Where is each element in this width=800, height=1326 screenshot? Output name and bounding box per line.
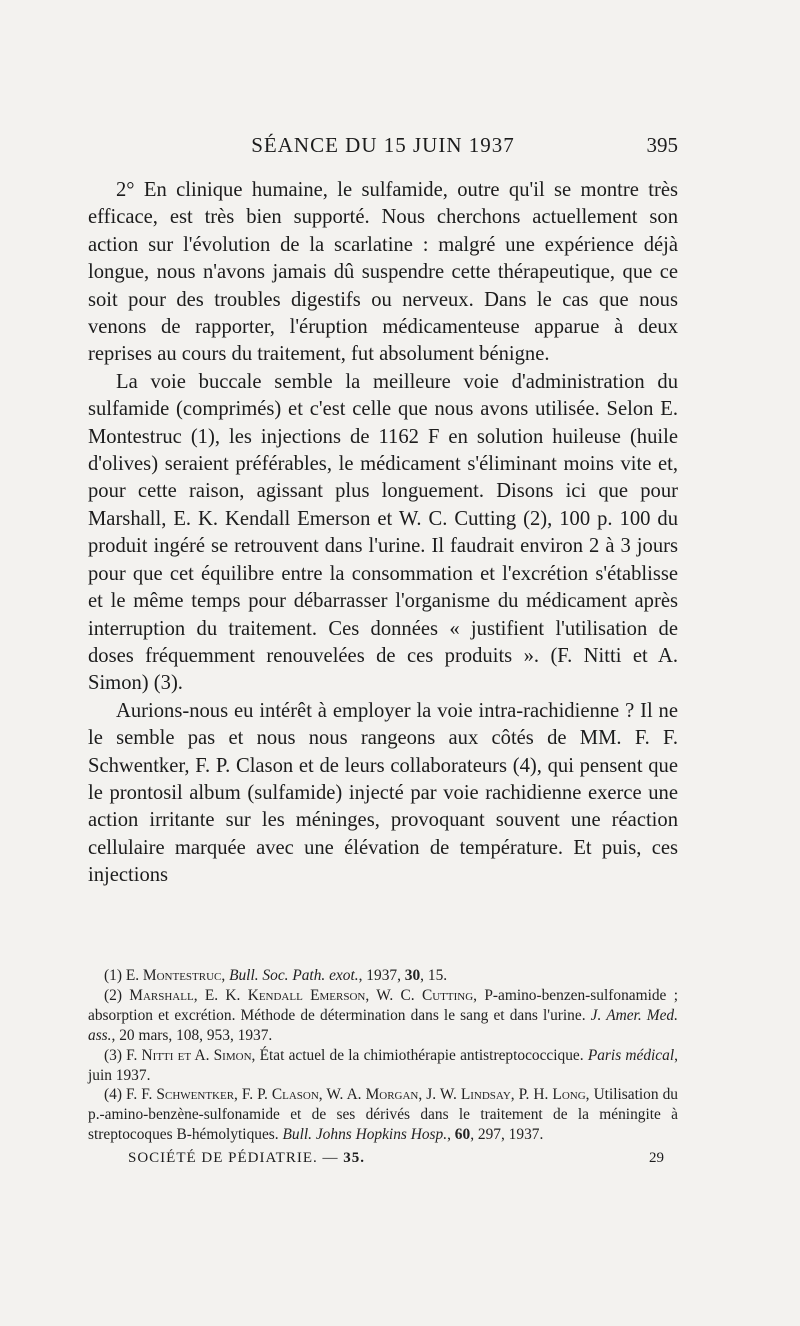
footnote: (3) F. Nitti et A. Simon, État actuel de la chimiothérapie antistreptococcique. Paris médical, juin 1937. — [88, 1046, 678, 1084]
signature-number: 35. — [343, 1150, 365, 1166]
footnote-author: E. Montestruc — [125, 967, 222, 984]
footnote-details: 297, 1937. — [477, 1126, 544, 1144]
footnote-marker: (2) — [104, 986, 122, 1004]
footnote-journal: Paris médical — [587, 1046, 675, 1064]
printer-signature — [128, 1150, 365, 1167]
paragraph: La voie buccale semble la meilleure voie d'administration du sulfamide (comprimés) et c'est celle que nous avons utilisée. Selon E. Montestruc (1), les injections de 1162 F en solution huileuse (huile d'olives) seraient préférables, le médicament s'éliminant moins vite et, pour cette raison, agissant plus longuement. Disons ici que pour Marshall, E. K. Kendall Emerson et W. C. Cutting (2), 100 p. 100 du produit ingéré se retrouvent dans l'urine. Il faudrait environ 2 à 3 jours pour que cet équilibre entre la consommation et l'excrétion s'établisse et le même temps pour débarrasser l'organisme du médicament après interruption du traitement. Ces données « justifient l'utilisation de doses fréquemment renouvelées de ces produits ». (F. Nitti et A. Simon) (3). — [88, 370, 678, 695]
footnote-journal: J. Amer. Med. ass. — [88, 1006, 678, 1044]
footnotes — [88, 966, 678, 1145]
footnote: (1) E. Montestruc, Bull. Soc. Path. exot., 1937, 30, 15. — [104, 967, 448, 984]
footnote-journal: Bull. Johns Hopkins Hosp. — [282, 1126, 448, 1144]
running-title: SÉANCE DU 15 JUIN 1937 — [251, 133, 515, 157]
footnote-journal: Bull. Soc. Path. exot. — [229, 967, 359, 984]
footnote: (4) F. F. Schwentker, F. P. Clason, W. A. Morgan, J. W. Lindsay, P. H. Long, Utilisation du p.-amino-benzène-sulfonamide et de ses dérivés dans le traitement de la méningite à streptocoques B-hémolytiques. Bull. Johns Hopkins Hosp., 60, 297, 1937. — [88, 1086, 678, 1144]
body-text — [88, 177, 678, 890]
footnote-text: État actuel de la chimiothérapie antistreptococcique. — [259, 1046, 584, 1064]
footnote-volume: 30 — [404, 967, 421, 984]
footnote: (2) Marshall, E. K. Kendall Emerson, W. C. Cutting, P-amino-benzen-sulfonamide ; absorption et excrétion. Méthode de détermination dans le sang et dans l'urine. J. Amer. Med. ass., 20 mars, 108, 953, 1937. — [88, 986, 678, 1044]
sheet-number: 29 — [649, 1150, 664, 1166]
paragraph: Aurions-nous eu intérêt à employer la voie intra-rachidienne ? Il ne le semble pas et nous nous rangeons aux côtés de MM. F. F. Schwentker, F. P. Clason et de leurs collaborateurs (4), qui pensent que le prontosil album (sulfamide) injecté par voie rachidienne exerce une action irritante sur les méninges, provoquant souvent une réaction cellulaire marquée avec une élévation de température. Et puis, ces injections — [88, 699, 678, 887]
paragraph: 2° En clinique humaine, le sulfamide, outre qu'il se montre très efficace, est très bien supporté. Nous cherchons actuellement son action sur l'évolution de la scarlatine : malgré une expérience déjà longue, nous n'avons jamais dû suspendre cette thérapeutique, que ce soit pour des troubles digestifs ou nerveux. Dans le cas que nous venons de rapporter, l'éruption médicamenteuse apparue à deux reprises au cours du traitement, fut absolument bénigne. — [88, 179, 678, 366]
footnote-text: Utilisation du p.-amino-benzène-sulfonamide et de ses dérivés dans le traitement de la méningite à streptocoques B-hémolytiques. — [88, 1086, 678, 1144]
footnote-authors: F. Nitti et A. Simon — [126, 1046, 252, 1064]
footnote-marker: (3) — [104, 1046, 122, 1064]
page-header — [88, 133, 678, 163]
footnote-volume: 60 — [454, 1126, 471, 1144]
footnote-details: 20 mars, 108, 953, 1937. — [119, 1026, 273, 1044]
signature-text: SOCIÉTÉ DE PÉDIATRIE. — — [128, 1150, 339, 1166]
footnote-page: 15. — [427, 967, 448, 984]
page-footer — [128, 1150, 678, 1174]
footnote-marker: (4) — [104, 1086, 122, 1104]
footnote-authors: F. F. Schwentker, F. P. Clason, W. A. Morgan, J. W. Lindsay, P. H. Long — [126, 1086, 586, 1104]
footnote-details: juin 1937. — [88, 1066, 151, 1084]
page-number: 395 — [646, 133, 678, 157]
footnote-text: P-amino-benzen-sulfonamide ; absorption et excrétion. Méthode de détermination dans le sang et dans l'urine. — [88, 986, 678, 1024]
footnote-year: 1937 — [366, 967, 398, 984]
footnote-authors: Marshall, E. K. Kendall Emerson, W. C. Cutting — [129, 986, 474, 1004]
footnote-marker: (1) — [104, 967, 122, 984]
